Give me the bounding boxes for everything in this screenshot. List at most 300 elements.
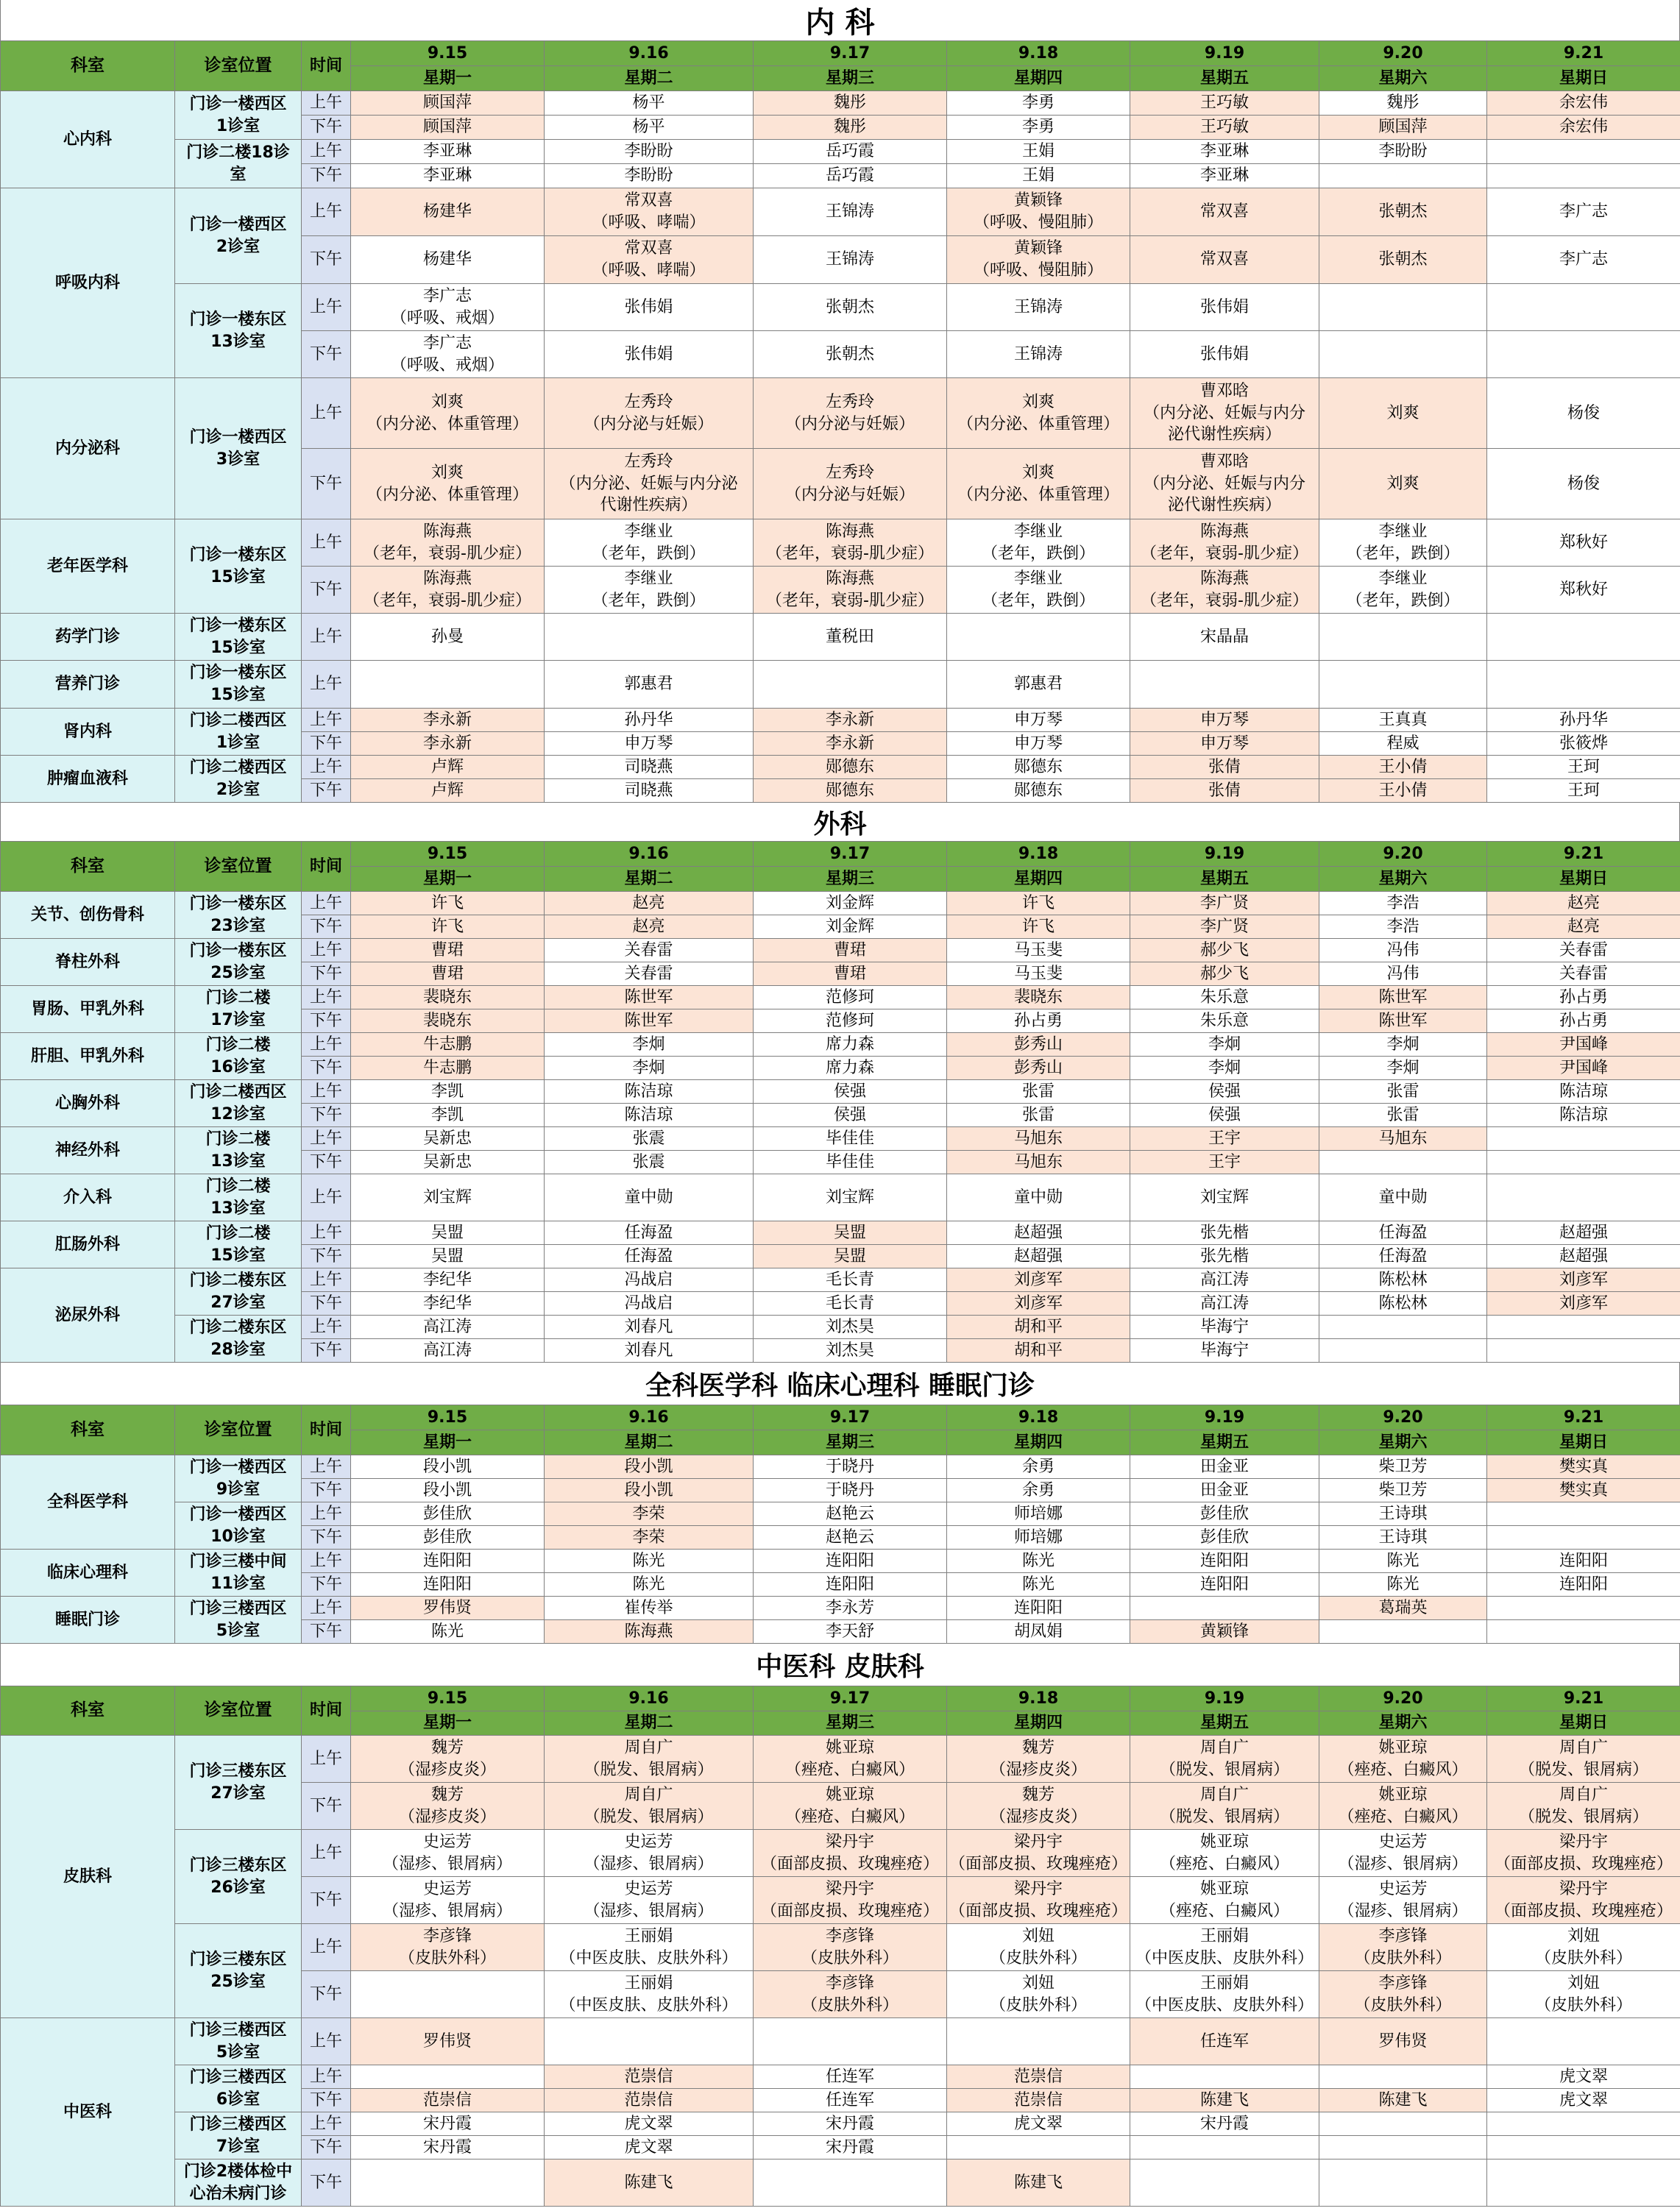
doctor-cell: 李浩 (1319, 892, 1487, 915)
period-am: 上午 (302, 1127, 351, 1151)
doctor-cell (1487, 2136, 1680, 2159)
doctor-cell: 彭秀山 (947, 1033, 1130, 1057)
location-name: 门诊二楼西区 2诊室 (175, 756, 302, 803)
location-name: 门诊二楼 16诊室 (175, 1033, 302, 1080)
schedule-row (1, 661, 1680, 709)
doctor-cell: 范修珂 (754, 1009, 947, 1033)
doctor-cell: 吴盟 (754, 1245, 947, 1268)
doctor-cell: 李浩 (1319, 915, 1487, 939)
doctor-cell: 任连军 (1130, 2018, 1319, 2065)
doctor-cell: 连阳阳 (1130, 1573, 1319, 1597)
doctor-cell: 李炯 (545, 1033, 754, 1057)
doctor-cell: 余宏伟 (1487, 116, 1680, 140)
doctor-cell: 席力森 (754, 1057, 947, 1080)
doctor-cell (1487, 1620, 1680, 1644)
doctor-cell: 李继业 （老年，跌倒） (947, 567, 1130, 614)
doctor-cell: 罗伟贤 (351, 2018, 545, 2065)
doctor-cell: 刘妞 （皮肤外科） (947, 1924, 1130, 1971)
doctor-cell: 左秀玲 （内分泌、妊娠与内分泌 代谢性疾病） (545, 449, 754, 519)
header-date: 9.19 (1130, 1405, 1319, 1430)
period-pm: 下午 (302, 2089, 351, 2112)
period-pm: 下午 (302, 1526, 351, 1550)
doctor-cell: 杨俊 (1487, 378, 1680, 449)
doctor-cell: 赵亮 (1487, 892, 1680, 915)
doctor-cell: 张伟娟 (1130, 284, 1319, 331)
header-date: 9.18 (947, 41, 1130, 66)
schedule-row (1, 1830, 1680, 1877)
header-date: 9.16 (545, 1405, 754, 1430)
doctor-cell: 史运芳 （湿疹、银屑病） (351, 1830, 545, 1877)
doctor-cell: 刘爽 （内分泌、体重管理） (351, 449, 545, 519)
doctor-cell: 李盼盼 (1319, 140, 1487, 164)
doctor-cell: 高江涛 (351, 1316, 545, 1339)
doctor-cell (754, 661, 947, 709)
header-date: 9.21 (1487, 1405, 1680, 1430)
dept-name: 介入科 (1, 1174, 175, 1221)
doctor-cell: 李天舒 (754, 1620, 947, 1644)
doctor-cell: 陈建飞 (1130, 2089, 1319, 2112)
doctor-cell: 张朝杰 (1319, 236, 1487, 284)
doctor-cell: 李继业 （老年，跌倒） (947, 519, 1130, 567)
doctor-cell: 田金亚 (1130, 1479, 1319, 1502)
doctor-cell: 许飞 (947, 915, 1130, 939)
doctor-cell: 张倩 (1130, 779, 1319, 803)
doctor-cell: 彭佳欣 (1130, 1526, 1319, 1550)
dept-name: 临床心理科 (1, 1550, 175, 1597)
doctor-cell (1487, 2159, 1680, 2207)
doctor-cell: 李广贤 (1130, 892, 1319, 915)
doctor-cell: 段小凯 (545, 1479, 754, 1502)
doctor-cell: 赵超强 (1487, 1245, 1680, 1268)
period-am: 上午 (302, 140, 351, 164)
doctor-cell (1487, 2018, 1680, 2065)
doctor-cell: 马玉斐 (947, 939, 1130, 962)
header-weekday: 星期一 (351, 66, 545, 91)
period-pm: 下午 (302, 1245, 351, 1268)
doctor-cell: 李广志 (1487, 236, 1680, 284)
doctor-cell: 王巧敏 (1130, 91, 1319, 116)
doctor-cell: 毕海宁 (1130, 1339, 1319, 1363)
period-am: 上午 (302, 2065, 351, 2089)
schedule-row (1, 2018, 1680, 2065)
doctor-cell: 朱乐意 (1130, 1009, 1319, 1033)
doctor-cell: 郑秋好 (1487, 567, 1680, 614)
header-date: 9.15 (351, 1405, 545, 1430)
header-dept: 科室 (1, 1405, 175, 1455)
location-name: 门诊三楼西区 7诊室 (175, 2112, 302, 2159)
doctor-cell: 范崇信 (545, 2089, 754, 2112)
period-pm: 下午 (302, 449, 351, 519)
doctor-cell: 申万琴 (947, 732, 1130, 756)
doctor-cell: 常双喜 (1130, 188, 1319, 236)
doctor-cell: 冯伟 (1319, 939, 1487, 962)
doctor-cell: 范崇信 (545, 2065, 754, 2089)
dept-name: 呼吸内科 (1, 188, 175, 378)
doctor-cell: 范崇信 (947, 2089, 1130, 2112)
doctor-cell: 张伟娟 (545, 331, 754, 378)
doctor-cell: 裴晓东 (947, 986, 1130, 1009)
period-pm: 下午 (302, 1877, 351, 1924)
doctor-cell (1487, 331, 1680, 378)
period-am: 上午 (302, 1221, 351, 1245)
schedule-row (1, 188, 1680, 236)
doctor-cell: 卢辉 (351, 779, 545, 803)
doctor-cell: 王锦涛 (754, 188, 947, 236)
doctor-cell (1487, 661, 1680, 709)
doctor-cell: 胡和平 (947, 1316, 1130, 1339)
period-am: 上午 (302, 661, 351, 709)
doctor-cell: 李永新 (754, 709, 947, 732)
period-pm: 下午 (302, 962, 351, 986)
doctor-cell: 王锦涛 (947, 331, 1130, 378)
doctor-cell: 张雷 (947, 1104, 1130, 1127)
doctor-cell: 柴卫芳 (1319, 1479, 1487, 1502)
dept-name: 中医科 (1, 2018, 175, 2207)
doctor-cell: 王锦涛 (754, 236, 947, 284)
location-name: 门诊三楼东区 25诊室 (175, 1924, 302, 2018)
header-weekday: 星期五 (1130, 867, 1319, 892)
doctor-cell: 李广贤 (1130, 915, 1319, 939)
section-title: 外科 (0, 803, 1680, 841)
doctor-cell: 牛志鹏 (351, 1057, 545, 1080)
location-name: 门诊三楼西区 5诊室 (175, 2018, 302, 2065)
header-row-dates (1, 1686, 1680, 1711)
header-weekday: 星期三 (754, 1430, 947, 1455)
doctor-cell: 罗伟贤 (351, 1597, 545, 1620)
doctor-cell: 左秀玲 （内分泌与妊娠） (545, 378, 754, 449)
doctor-cell (1487, 284, 1680, 331)
doctor-cell: 李永芳 (754, 1597, 947, 1620)
doctor-cell: 王诗琪 (1319, 1502, 1487, 1526)
dept-name: 皮肤科 (1, 1736, 175, 2018)
doctor-cell: 张朝杰 (754, 284, 947, 331)
doctor-cell: 任海盈 (545, 1245, 754, 1268)
doctor-cell: 师培娜 (947, 1502, 1130, 1526)
doctor-cell: 刘彦军 (1487, 1268, 1680, 1292)
doctor-cell: 冯战启 (545, 1292, 754, 1316)
doctor-cell: 史运芳 （湿疹、银屑病） (351, 1877, 545, 1924)
doctor-cell (1487, 1526, 1680, 1550)
doctor-cell: 史运芳 （湿疹、银屑病） (545, 1830, 754, 1877)
period-pm: 下午 (302, 915, 351, 939)
location-name: 门诊三楼东区 27诊室 (175, 1736, 302, 1830)
doctor-cell (351, 1971, 545, 2018)
doctor-cell (1319, 331, 1487, 378)
header-weekday: 星期四 (947, 867, 1130, 892)
period-pm: 下午 (302, 1057, 351, 1080)
doctor-cell: 裴晓东 (351, 986, 545, 1009)
doctor-cell: 杨平 (545, 91, 754, 116)
doctor-cell: 周自广 （脱发、银屑病） (1487, 1783, 1680, 1830)
header-date: 9.21 (1487, 1686, 1680, 1711)
period-pm: 下午 (302, 1009, 351, 1033)
doctor-cell (1487, 2112, 1680, 2136)
doctor-cell: 刘宝辉 (351, 1174, 545, 1221)
doctor-cell: 高江涛 (1130, 1292, 1319, 1316)
doctor-cell: 孙丹华 (545, 709, 754, 732)
doctor-cell: 梁丹宇 （面部皮损、玫瑰痤疮） (1487, 1830, 1680, 1877)
dept-name: 药学门诊 (1, 614, 175, 661)
doctor-cell: 赵艳云 (754, 1526, 947, 1550)
period-am: 上午 (302, 2018, 351, 2065)
doctor-cell: 刘爽 (1319, 378, 1487, 449)
header-date: 9.17 (754, 842, 947, 867)
header-weekday: 星期四 (947, 1430, 1130, 1455)
doctor-cell: 王丽娟 （中医皮肤、皮肤外科） (1130, 1924, 1319, 1971)
doctor-cell: 李永新 (754, 732, 947, 756)
doctor-cell: 黄颖锋 (1130, 1620, 1319, 1644)
doctor-cell: 陈世军 (545, 1009, 754, 1033)
dept-name: 肝胆、甲乳外科 (1, 1033, 175, 1080)
doctor-cell: 张伟娟 (1130, 331, 1319, 378)
doctor-cell: 张朝杰 (754, 331, 947, 378)
period-pm: 下午 (302, 1971, 351, 2018)
doctor-cell: 王小倩 (1319, 756, 1487, 779)
doctor-cell (545, 614, 754, 661)
doctor-cell: 陈海燕 （老年，衰弱-肌少症） (1130, 519, 1319, 567)
header-date: 9.19 (1130, 41, 1319, 66)
header-location: 诊室位置 (175, 1686, 302, 1736)
schedule-row (1, 1316, 1680, 1339)
schedule-row (1, 892, 1680, 915)
doctor-cell: 周自广 （脱发、银屑病） (1487, 1736, 1680, 1783)
doctor-cell: 裴晓东 (351, 1009, 545, 1033)
period-am: 上午 (302, 756, 351, 779)
doctor-cell: 毕佳佳 (754, 1151, 947, 1174)
doctor-cell: 曹珺 (754, 939, 947, 962)
header-weekday: 星期六 (1319, 1430, 1487, 1455)
dept-name: 心内科 (1, 91, 175, 188)
doctor-cell: 陈海燕 （老年，衰弱-肌少症） (1130, 567, 1319, 614)
location-name: 门诊二楼 17诊室 (175, 986, 302, 1033)
location-name: 门诊一楼西区 2诊室 (175, 188, 302, 284)
doctor-cell: 胡和平 (947, 1339, 1130, 1363)
doctor-cell: 申万琴 (947, 709, 1130, 732)
doctor-cell: 司晓燕 (545, 756, 754, 779)
doctor-cell (1130, 2136, 1319, 2159)
doctor-cell: 罗伟贤 (1319, 2018, 1487, 2065)
doctor-cell: 曹邓晗 （内分泌、妊娠与内分 泌代谢性疾病） (1130, 449, 1319, 519)
period-am: 上午 (302, 939, 351, 962)
schedule-row (1, 1502, 1680, 1526)
doctor-cell: 胡凤娟 (947, 1620, 1130, 1644)
doctor-cell: 李永新 (351, 732, 545, 756)
doctor-cell: 陈光 (1319, 1550, 1487, 1573)
doctor-cell: 李亚琳 (351, 140, 545, 164)
doctor-cell: 关春雷 (545, 962, 754, 986)
doctor-cell: 陈建飞 (1319, 2089, 1487, 2112)
doctor-cell: 孙丹华 (1487, 709, 1680, 732)
doctor-cell: 李亚琳 (1130, 140, 1319, 164)
doctor-cell: 朱乐意 (1130, 986, 1319, 1009)
doctor-cell: 任连军 (754, 2089, 947, 2112)
doctor-cell: 刘妞 （皮肤外科） (1487, 1971, 1680, 2018)
doctor-cell: 张倩 (1130, 756, 1319, 779)
doctor-cell: 刘金辉 (754, 915, 947, 939)
doctor-cell: 陈洁琼 (1487, 1104, 1680, 1127)
header-weekday: 星期三 (754, 66, 947, 91)
doctor-cell: 王珂 (1487, 779, 1680, 803)
period-pm: 下午 (302, 116, 351, 140)
doctor-cell (1487, 1174, 1680, 1221)
doctor-cell: 魏彤 (1319, 91, 1487, 116)
dept-name: 睡眠门诊 (1, 1597, 175, 1644)
dept-name: 胃肠、甲乳外科 (1, 986, 175, 1033)
period-am: 上午 (302, 188, 351, 236)
schedule-row (1, 91, 1680, 116)
schedule-table (0, 40, 1680, 803)
header-time: 时间 (302, 1686, 351, 1736)
schedule-row (1, 1550, 1680, 1573)
header-time: 时间 (302, 1405, 351, 1455)
doctor-cell: 刘彦军 (947, 1292, 1130, 1316)
doctor-cell: 赵亮 (1487, 915, 1680, 939)
doctor-cell: 刘春凡 (545, 1339, 754, 1363)
doctor-cell: 李荣 (545, 1526, 754, 1550)
doctor-cell: 姚亚琼 （痤疮、白癜风） (1130, 1877, 1319, 1924)
doctor-cell: 刘妞 （皮肤外科） (947, 1971, 1130, 2018)
period-am: 上午 (302, 614, 351, 661)
doctor-cell: 宋丹霞 (754, 2136, 947, 2159)
doctor-cell: 姚亚琼 （痤疮、白癜风） (754, 1783, 947, 1830)
doctor-cell: 张雷 (1319, 1104, 1487, 1127)
dept-name: 神经外科 (1, 1127, 175, 1174)
dept-name: 心胸外科 (1, 1080, 175, 1127)
doctor-cell (1487, 1316, 1680, 1339)
header-dept: 科室 (1, 1686, 175, 1736)
doctor-cell (351, 661, 545, 709)
schedule-row (1, 756, 1680, 779)
doctor-cell: 顾国萍 (1319, 116, 1487, 140)
header-weekday: 星期六 (1319, 867, 1487, 892)
period-am: 上午 (302, 709, 351, 732)
period-am: 上午 (302, 1455, 351, 1479)
schedule-row (1, 519, 1680, 567)
schedule-row (1, 986, 1680, 1009)
schedule-table (0, 1686, 1680, 2207)
header-weekday: 星期一 (351, 1430, 545, 1455)
doctor-cell: 梁丹宇 （面部皮损、玫瑰痤疮） (754, 1830, 947, 1877)
doctor-cell: 赵艳云 (754, 1502, 947, 1526)
period-pm: 下午 (302, 1479, 351, 1502)
doctor-cell: 孙占勇 (947, 1009, 1130, 1033)
doctor-cell: 陈光 (1319, 1573, 1487, 1597)
doctor-cell: 陈世军 (1319, 1009, 1487, 1033)
doctor-cell: 许飞 (351, 915, 545, 939)
period-pm: 下午 (302, 1104, 351, 1127)
doctor-cell: 程威 (1319, 732, 1487, 756)
doctor-cell: 李炯 (1130, 1057, 1319, 1080)
doctor-cell: 马旭东 (1319, 1127, 1487, 1151)
location-name: 门诊三楼西区 6诊室 (175, 2065, 302, 2112)
doctor-cell: 吴新忠 (351, 1127, 545, 1151)
header-weekday: 星期日 (1487, 1711, 1680, 1736)
doctor-cell: 陈洁琼 (1487, 1080, 1680, 1104)
doctor-cell: 刘宝辉 (1130, 1174, 1319, 1221)
period-am: 上午 (302, 892, 351, 915)
header-date: 9.18 (947, 1405, 1130, 1430)
doctor-cell: 王娟 (947, 140, 1130, 164)
doctor-cell: 关春雷 (1487, 939, 1680, 962)
header-weekday: 星期六 (1319, 66, 1487, 91)
doctor-cell: 陈光 (947, 1573, 1130, 1597)
doctor-cell: 樊实真 (1487, 1455, 1680, 1479)
dept-name: 老年医学科 (1, 519, 175, 614)
doctor-cell: 张朝杰 (1319, 188, 1487, 236)
doctor-cell: 李彦锋 （皮肤外科） (351, 1924, 545, 1971)
doctor-cell: 侯强 (1130, 1104, 1319, 1127)
doctor-cell: 李亚琳 (351, 164, 545, 188)
doctor-cell: 李永新 (351, 709, 545, 732)
header-weekday: 星期日 (1487, 867, 1680, 892)
header-date: 9.15 (351, 1686, 545, 1711)
doctor-cell: 宋丹霞 (351, 2136, 545, 2159)
doctor-cell: 虎文翠 (1487, 2065, 1680, 2089)
doctor-cell: 李广志 （呼吸、戒烟） (351, 331, 545, 378)
period-am: 上午 (302, 1924, 351, 1971)
period-am: 上午 (302, 1316, 351, 1339)
period-am: 上午 (302, 2112, 351, 2136)
doctor-cell: 郧德东 (754, 779, 947, 803)
doctor-cell: 李荣 (545, 1502, 754, 1526)
doctor-cell (1319, 614, 1487, 661)
doctor-cell: 毕海宁 (1130, 1316, 1319, 1339)
period-am: 上午 (302, 986, 351, 1009)
header-time: 时间 (302, 41, 351, 91)
header-weekday: 星期五 (1130, 1711, 1319, 1736)
schedule-row (1, 284, 1680, 331)
doctor-cell: 卢辉 (351, 756, 545, 779)
schedule-row (1, 1080, 1680, 1104)
doctor-cell (1319, 1316, 1487, 1339)
doctor-cell: 张震 (545, 1151, 754, 1174)
header-date: 9.20 (1319, 1686, 1487, 1711)
doctor-cell: 魏芳 （湿疹皮炎） (947, 1736, 1130, 1783)
doctor-cell (947, 2018, 1130, 2065)
doctor-cell: 师培娜 (947, 1526, 1130, 1550)
location-name: 门诊三楼中间 11诊室 (175, 1550, 302, 1597)
doctor-cell: 侯强 (754, 1080, 947, 1104)
header-date: 9.16 (545, 41, 754, 66)
location-name: 门诊一楼东区 25诊室 (175, 939, 302, 986)
doctor-cell: 杨建华 (351, 236, 545, 284)
doctor-cell: 连阳阳 (1130, 1550, 1319, 1573)
doctor-cell: 彭佳欣 (351, 1502, 545, 1526)
location-name: 门诊二楼 13诊室 (175, 1127, 302, 1174)
schedule-row (1, 2159, 1680, 2207)
doctor-cell (1319, 1339, 1487, 1363)
doctor-cell (1319, 2136, 1487, 2159)
header-date: 9.18 (947, 842, 1130, 867)
doctor-cell (1319, 2065, 1487, 2089)
period-am: 上午 (302, 1080, 351, 1104)
doctor-cell: 杨平 (545, 116, 754, 140)
doctor-cell: 李继业 （老年，跌倒） (545, 519, 754, 567)
doctor-cell: 周自广 （脱发、银屑病） (1130, 1736, 1319, 1783)
doctor-cell: 范崇信 (351, 2089, 545, 2112)
doctor-cell: 王丽娟 （中医皮肤、皮肤外科） (1130, 1971, 1319, 2018)
doctor-cell: 陈世军 (545, 986, 754, 1009)
location-name: 门诊一楼东区 15诊室 (175, 661, 302, 709)
doctor-cell: 魏芳 （湿疹皮炎） (351, 1783, 545, 1830)
schedule-row (1, 1455, 1680, 1479)
schedule-row (1, 378, 1680, 449)
doctor-cell: 赵超强 (1487, 1221, 1680, 1245)
doctor-cell (1130, 2159, 1319, 2207)
doctor-cell: 彭佳欣 (351, 1526, 545, 1550)
doctor-cell: 任海盈 (1319, 1245, 1487, 1268)
doctor-cell: 毕佳佳 (754, 1127, 947, 1151)
